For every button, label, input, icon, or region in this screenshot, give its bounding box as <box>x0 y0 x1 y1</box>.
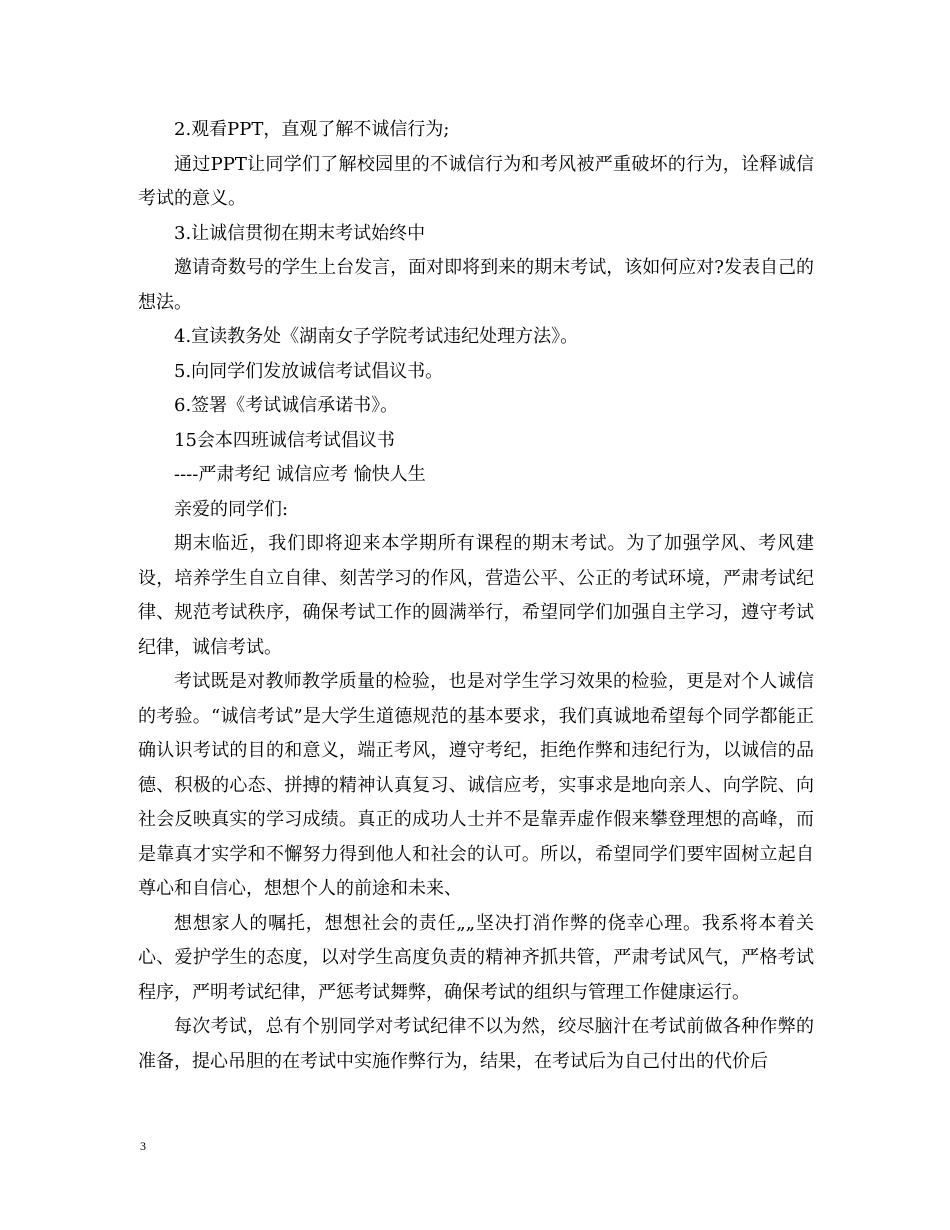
body-paragraph: 期末临近，我们即将迎来本学期所有课程的期末考试。为了加强学风、考风建设，培养学生自立自律、刻苦学习的作风，营造公平、公正的考试环境，严肃考试纪律、规范考试秩序，确保考试工作的圆满举行，希望同学们加强自主学习，遵守考试纪律，诚信考试。 <box>138 533 814 658</box>
page-number: 3 <box>140 1139 146 1153</box>
step-3-description: 邀请奇数号的学生上台发言，面对即将到来的期末考试，该如何应对?发表自己的想法。 <box>138 257 814 313</box>
step-3-heading: 3.让诚信贯彻在期末考试始终中 <box>174 222 426 244</box>
body-paragraph: 想想家人的嘱托，想想社会的责任„„坚决打消作弊的侥幸心理。我系将本着关心、爱护学生的态度，以对学生高度负责的精神齐抓共管，严肃考试风气，严格考试程序，严明考试纪律，严惩考试舞弊，确保考试的组织与管理工作健康运行。 <box>138 912 814 1003</box>
step-6-item: 6.签署《考试诚信承诺书》。 <box>174 395 399 416</box>
body-paragraph: 每次考试，总有个别同学对考试纪律不以为然，绞尽脑汁在考试前做各种作弊的准备，提心吊胆的在考试中实施作弊行为，结果，在考试后为自己付出的代价后 <box>138 1016 814 1072</box>
body-paragraph: 考试既是对教师教学质量的检验，也是对学生学习效果的检验，更是对个人诚信的考验。“诚信考试”是大学生道德规范的基本要求，我们真诚地希望每个同学都能正确认识考试的目的和意义，端正考风，遵守考纪，拒绝作弊和违纪行为，以诚信的品德、积极的心态、拼搏的精神认真复习、诚信应考，实事求是地向亲人、向学院、向社会反映真实的学习成绩。真正的成功人士并不是靠弄虚作假来攀登理想的高峰，而是靠真才实学和不懈努力得到他人和社会的认可。所以，希望同学们要牢固树立起自尊心和自信心，想想个人的前途和未来、 <box>138 671 814 899</box>
document-body <box>138 113 814 1079</box>
proposal-subtitle: ----严肃考纪 诚信应考 愉快人生 <box>174 464 426 485</box>
step-2-heading: 2.观看PPT，直观了解不诚信行为; <box>174 119 450 140</box>
salutation: 亲爱的同学们: <box>174 498 289 520</box>
step-4-item: 4.宣读教务处《湖南女子学院考试违纪处理方法》。 <box>174 326 579 347</box>
step-5-item: 5.向同学们发放诚信考试倡议书。 <box>174 360 444 382</box>
step-2-description: 通过PPT让同学们了解校园里的不诚信行为和考风被严重破坏的行为，诠释诚信考试的意义。 <box>138 153 814 209</box>
proposal-title: 15会本四班诚信考试倡议书 <box>174 429 395 451</box>
